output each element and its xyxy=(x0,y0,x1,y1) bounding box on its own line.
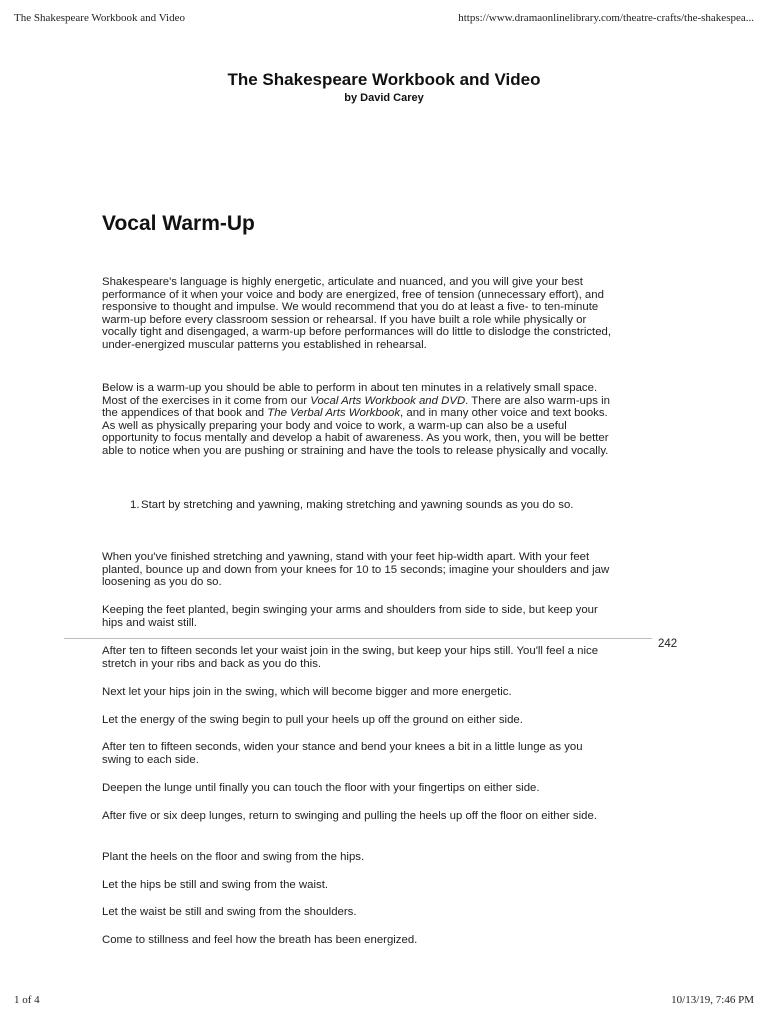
print-footer xyxy=(0,994,768,1014)
page-break-divider xyxy=(64,638,652,639)
print-timestamp: 10/13/19, 7:46 PM xyxy=(671,994,754,1006)
book-reference-vocal-arts: Vocal Arts Workbook and DVD xyxy=(310,394,466,407)
step-paragraph: When you've finished stretching and yawning, stand with your feet hip-width apart. With your feet planted, bounce up and down from your knees for 10 to 15 seconds; imagine your shoulders and jaw loosening as you do so. xyxy=(102,551,610,589)
list-item-number: 1. xyxy=(130,499,140,511)
warmup-text-part2: . There are also warm-ups in the appendices of that book and xyxy=(102,394,610,420)
warmup-text-part1: Below is a warm-up you should be able to perform in about ten minutes in a relatively small space. Most of the exercises in it come from our xyxy=(102,382,598,407)
page-number: 242 xyxy=(658,638,678,650)
book-author: by David Carey xyxy=(344,92,424,104)
step-paragraph: Let the hips be still and swing from the waist. xyxy=(102,879,329,891)
warmup-paragraph xyxy=(102,382,614,458)
step-paragraph: After ten to fifteen seconds, widen your stance and bend your knees a bit in a little lunge as you swing to each side. xyxy=(102,741,583,766)
book-reference-verbal-arts: The Verbal Arts Workbook xyxy=(267,407,401,420)
step-paragraph: Plant the heels on the floor and swing from the hips. xyxy=(102,851,365,863)
book-title: The Shakespeare Workbook and Video xyxy=(227,70,541,89)
step-paragraph: Let the waist be still and swing from the shoulders. xyxy=(102,906,357,918)
step-paragraph: Keeping the feet planted, begin swinging your arms and shoulders from side to side, but keep your hips and waist still. xyxy=(102,604,598,629)
print-header xyxy=(0,12,768,32)
step-paragraph: Come to stillness and feel how the breath has been energized. xyxy=(102,934,418,946)
step-paragraph: Let the energy of the swing begin to pull your heels up off the ground on either side. xyxy=(102,714,523,726)
section-heading: Vocal Warm-Up xyxy=(102,212,255,235)
warmup-text-part3: , and in many other voice and text books. As well as physically preparing your body and voice to work, a warm-up can also be a useful opportunity to focus mentally and develop a habit of awareness. As you work, then, you will be better able to notice when you are pushing or straining and have the tools to release physically and vocally. xyxy=(102,407,609,457)
step-paragraph: After five or six deep lunges, return to swinging and pulling the heels up off the floor on either side. xyxy=(102,810,597,822)
print-header-url: https://www.dramaonlinelibrary.com/theatre-crafts/the-shakespea... xyxy=(458,12,754,24)
list-item-text: Start by stretching and yawning, making stretching and yawning sounds as you do so. xyxy=(141,499,574,511)
step-paragraph: Next let your hips join in the swing, which will become bigger and more energetic. xyxy=(102,686,512,698)
print-header-title: The Shakespeare Workbook and Video xyxy=(14,12,185,24)
step-paragraph: Deepen the lunge until finally you can touch the floor with your fingertips on either side. xyxy=(102,782,540,794)
intro-paragraph: Shakespeare's language is highly energetic, articulate and nuanced, and you will give your best performance of it when your voice and body are energized, free of tension (unnecessary effort), and responsive to thought and impulse. We would recommend that you do at least a five- to ten-minute warm-up before every classroom session or rehearsal. If you have built a role while physically or vocally tight and disengaged, a warm-up before performances will do little to dislodge the constricted, under-energized muscular patterns you established in rehearsal. xyxy=(102,276,612,351)
page-counter: 1 of 4 xyxy=(14,994,40,1006)
step-paragraph: After ten to fifteen seconds let your waist join in the swing, but keep your hips still. You'll feel a nice stretch in your ribs and back as you do this. xyxy=(102,645,599,670)
